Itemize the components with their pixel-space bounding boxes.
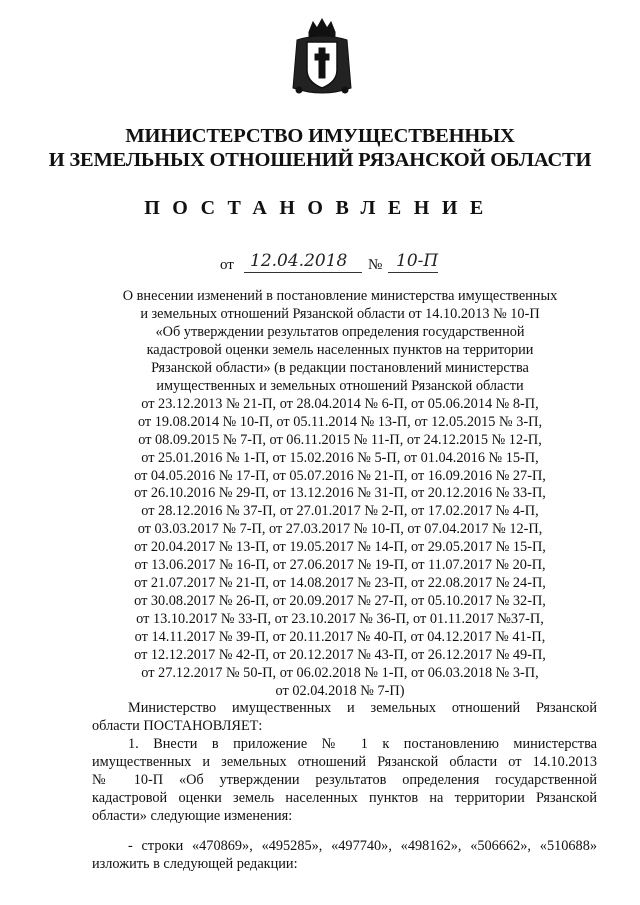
- title-line: от 12.12.2017 № 42-П, от 20.12.2017 № 43-П, от 26.12.2017 № 49-П,: [134, 647, 546, 664]
- document-type-heading: ПОСТАНОВЛЕНИЕ: [144, 197, 496, 219]
- title-line: от 02.04.2018 № 7-П): [275, 682, 405, 699]
- title-line: от 20.04.2017 № 13-П, от 19.05.2017 № 14-П, от 29.05.2017 № 15-П,: [134, 539, 546, 556]
- title-line: кадастровой оценки земель населенных пунктов на территории: [146, 341, 534, 358]
- text-line: № 10-П «Об утверждении результатов определения государственной: [92, 771, 597, 788]
- title-line: от 25.01.2016 № 1-П, от 15.02.2016 № 5-П, от 01.04.2016 № 15-П,: [141, 449, 539, 466]
- ministry-name-line-2: И ЗЕМЕЛЬНЫХ ОТНОШЕНИЙ РЯЗАНСКОЙ ОБЛАСТИ: [48, 149, 592, 171]
- title-line: от 13.10.2017 № 33-П, от 23.10.2017 № 36-П, от 01.11.2017 №37-П,: [136, 611, 544, 628]
- title-line: от 14.11.2017 № 39-П, от 20.11.2017 № 40-П, от 04.12.2017 № 41-П,: [134, 629, 546, 646]
- title-line: «Об утверждении результатов определения государственной: [155, 323, 525, 340]
- text-line: области ПОСТАНОВЛЯЕТ:: [92, 717, 263, 734]
- title-line: Рязанской области» (в редакции постановлений министерства: [151, 359, 529, 376]
- ministry-name-line-1: МИНИСТЕРСТВО ИМУЩЕСТВЕННЫХ: [125, 125, 515, 147]
- text-line: - строки «470869», «495285», «497740», «498162», «506662», «510688»: [128, 838, 597, 854]
- title-line: и земельных отношений Рязанской области от 14.10.2013 № 10-П: [140, 305, 540, 322]
- number-underline: [388, 272, 438, 273]
- text-line: области» следующие изменения:: [92, 807, 293, 824]
- title-line: имущественных и земельных отношений Рязанской области: [156, 377, 524, 394]
- text-line: имущественных и земельных отношений Рязанской области от 14.10.2013: [92, 753, 597, 770]
- title-line: от 28.12.2016 № 37-П, от 27.01.2017 № 2-П, от 17.02.2017 № 4-П,: [141, 503, 539, 520]
- title-line: от 21.07.2017 № 21-П, от 14.08.2017 № 23-П, от 22.08.2017 № 24-П,: [134, 575, 546, 592]
- text-line: Министерство имущественных и земельных отношений Рязанской: [128, 700, 597, 716]
- handwritten-date: 12.04.2018: [250, 251, 348, 271]
- title-line: О внесении изменений в постановление министерства имущественных: [122, 288, 558, 304]
- title-line: от 08.09.2015 № 7-П, от 06.11.2015 № 11-П, от 24.12.2015 № 12-П,: [138, 431, 542, 448]
- paragraph-intro: [92, 700, 597, 736]
- paragraph-rows-change: [92, 838, 597, 874]
- title-line: от 04.05.2016 № 17-П, от 05.07.2016 № 21-П, от 16.09.2016 № 27-П,: [134, 467, 546, 484]
- text-line: кадастровой оценки земель населенных пунктов на территории Рязанской: [92, 789, 597, 806]
- title-line: от 23.12.2013 № 21-П, от 28.04.2014 № 6-П, от 05.06.2014 № 8-П,: [141, 395, 539, 412]
- text-line: 1. Внести в приложение № 1 к постановлению министерства: [128, 736, 597, 752]
- title-line: от 03.03.2017 № 7-П, от 27.03.2017 № 10-П, от 07.04.2017 № 12-П,: [137, 521, 543, 538]
- text-line: изложить в следующей редакции:: [92, 855, 298, 872]
- title-line: от 19.08.2014 № 10-П, от 05.11.2014 № 13-П, от 12.05.2015 № 3-П,: [137, 413, 543, 430]
- coat-of-arms-emblem: [289, 18, 355, 98]
- document-title: [100, 288, 580, 701]
- number-label: №: [368, 257, 383, 273]
- title-line: от 26.10.2016 № 29-П, от 13.12.2016 № 31-П, от 20.12.2016 № 33-П,: [134, 485, 546, 502]
- title-line: от 13.06.2017 № 16-П, от 27.06.2017 № 19-П, от 11.07.2017 № 20-П,: [134, 557, 546, 574]
- date-underline: [244, 272, 362, 273]
- handwritten-number: 10-П: [396, 251, 439, 271]
- paragraph-item-1: [92, 736, 597, 826]
- from-label: от: [220, 257, 234, 273]
- title-line: от 27.12.2017 № 50-П, от 06.02.2018 № 1-П, от 06.03.2018 № 3-П,: [141, 665, 539, 682]
- title-line: от 30.08.2017 № 26-П, от 20.09.2017 № 27-П, от 05.10.2017 № 32-П,: [134, 593, 546, 610]
